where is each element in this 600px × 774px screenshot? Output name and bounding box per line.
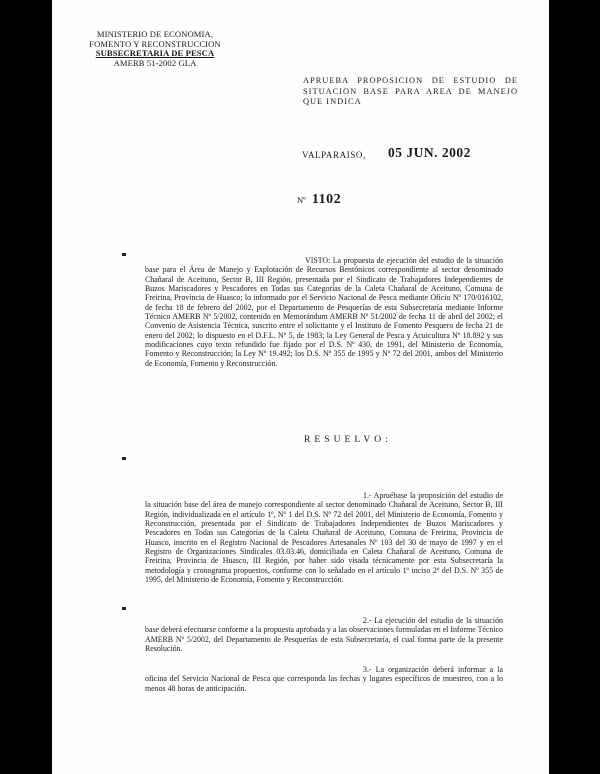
number-label: Nº (297, 195, 306, 205)
letterhead (80, 30, 230, 68)
margin-mark (122, 457, 126, 460)
item-1-text: 1.- Apruébase la proposición del estudio de la situación base del área de manejo correspondiente al sector denominado Chañaral de Aceituno, Sector B, III Región, individualizada en el artículo 1º, Nº 1 del D.S. Nº 72 del 2001, del Ministerio de Economía, Fomento y Reconstrucción, presentada por el Sindicato de Trabajadores Independientes de Buzos Mariscadores y Pescadores en Todas sus Categorías de la Caleta Chañaral de Aceituno, Comuna de Freirina, Provincia de Huasco, inscrito en el Registro Nacional de Pescadores Artesanales Nº 103 del 30 de mayo de 1997 y en el Registro de Organizaciones Sindicales 03.03.46, domiciliada en Caleta Chañaral de Aceituno, Comuna de Freirina, Provincia de Huasco, III Región, por haber sido visada técnicamente por esta Subsecretaría la metodología y cronograma propuestos, conforme con lo señalado en el artículo 1º inciso 2º del D.S. Nº 355 de 1995, del Ministerio de Economía, Fomento y Reconstrucción. (145, 491, 503, 585)
resolution-number (297, 192, 341, 208)
item-2-text: 2.- La ejecución del estudio de la situación base deberá efectuarse conforme a la propuesta aprobada y a las observaciones formuladas en el Informe Técnico AMERB Nº 5/2002, del Departamento de Pesquerías de esta Subsecretaría, el cual forma parte de la presente Resolución. (145, 616, 503, 654)
resolution-item-2 (145, 616, 503, 653)
letterhead-ministry-cont: FOMENTO Y RECONSTRUCCION (89, 38, 221, 49)
resuelvo-heading: RESUELVO: (304, 434, 392, 445)
letterhead-ministry: MINISTERIO DE ECONOMIA, (96, 29, 214, 39)
document-page (52, 0, 549, 774)
margin-mark (122, 607, 126, 610)
item-3-text: 3.- La organización deberá informar a la oficina del Servicio Nacional de Pesca que corresponda las fechas y lugares específicos de muestreo, con a lo menos 48 horas de anticipación. (145, 665, 503, 693)
place-date (302, 145, 471, 160)
margin-mark (122, 253, 126, 256)
letterhead-reference: AMERB 51-2002 GLA (113, 57, 197, 68)
visto-paragraph (145, 256, 503, 368)
place: VALPARAISO, (302, 150, 366, 160)
resolution-item-1 (145, 491, 503, 584)
visto-text: VISTO: La propuesta de ejecución del estudio de la situación base para el Área de Manejo y Explotación de Recursos Bentónicos correspondiente al sector denominado Chañaral de Aceituno, Sector B, III Región, presentada por el Sindicato de Trabajadores Independientes de Buzos Mariscadores y Pescadores en Todas sus Categorías de la Caleta Chañaral de Aceituno, Comuna de Freirina, Provincia de Huasco; lo informado por el Servicio Nacional de Pesca mediante Oficio Nº 170/016102, de fecha 18 de febrero del 2002, por el Departamento de Pesquerías de esta Subsecretaría mediante Informe Técnico AMERB Nº 5/2002, contenido en Memorándum AMERB Nº 51/2002 de fecha 11 de abril del 2002; el Convenio de Asistencia Técnica, suscrito entre el solicitante y el Instituto de Fomento Pesquero de fecha 21 de enero del 2002; lo dispuesto en el D.F.L. Nº 5, de 1983; la Ley General de Pesca y Acuicultura Nº 18.892 y sus modificaciones cuyo texto refundido fue fijado por el D.S. Nº 430, de 1991, del Ministerio de Economía, Fomento y Reconstrucción; la Ley Nº 19.492; los D.S. Nº 355 de 1995 y Nº 72 del 2001, ambos del Ministerio de Economía, Fomento y Reconstrucción. (145, 256, 503, 368)
letterhead-subsecretaria: SUBSECRETARIA DE PESCA (95, 48, 215, 59)
number-value: 1102 (311, 192, 342, 207)
resolution-item-3 (145, 665, 503, 693)
date-stamp: 05 JUN. 2002 (388, 145, 471, 160)
resolution-title: APRUEBA PROPOSICION DE ESTUDIO DE SITUACION BASE PARA AREA DE MANEJO QUE INDICA (303, 76, 518, 106)
